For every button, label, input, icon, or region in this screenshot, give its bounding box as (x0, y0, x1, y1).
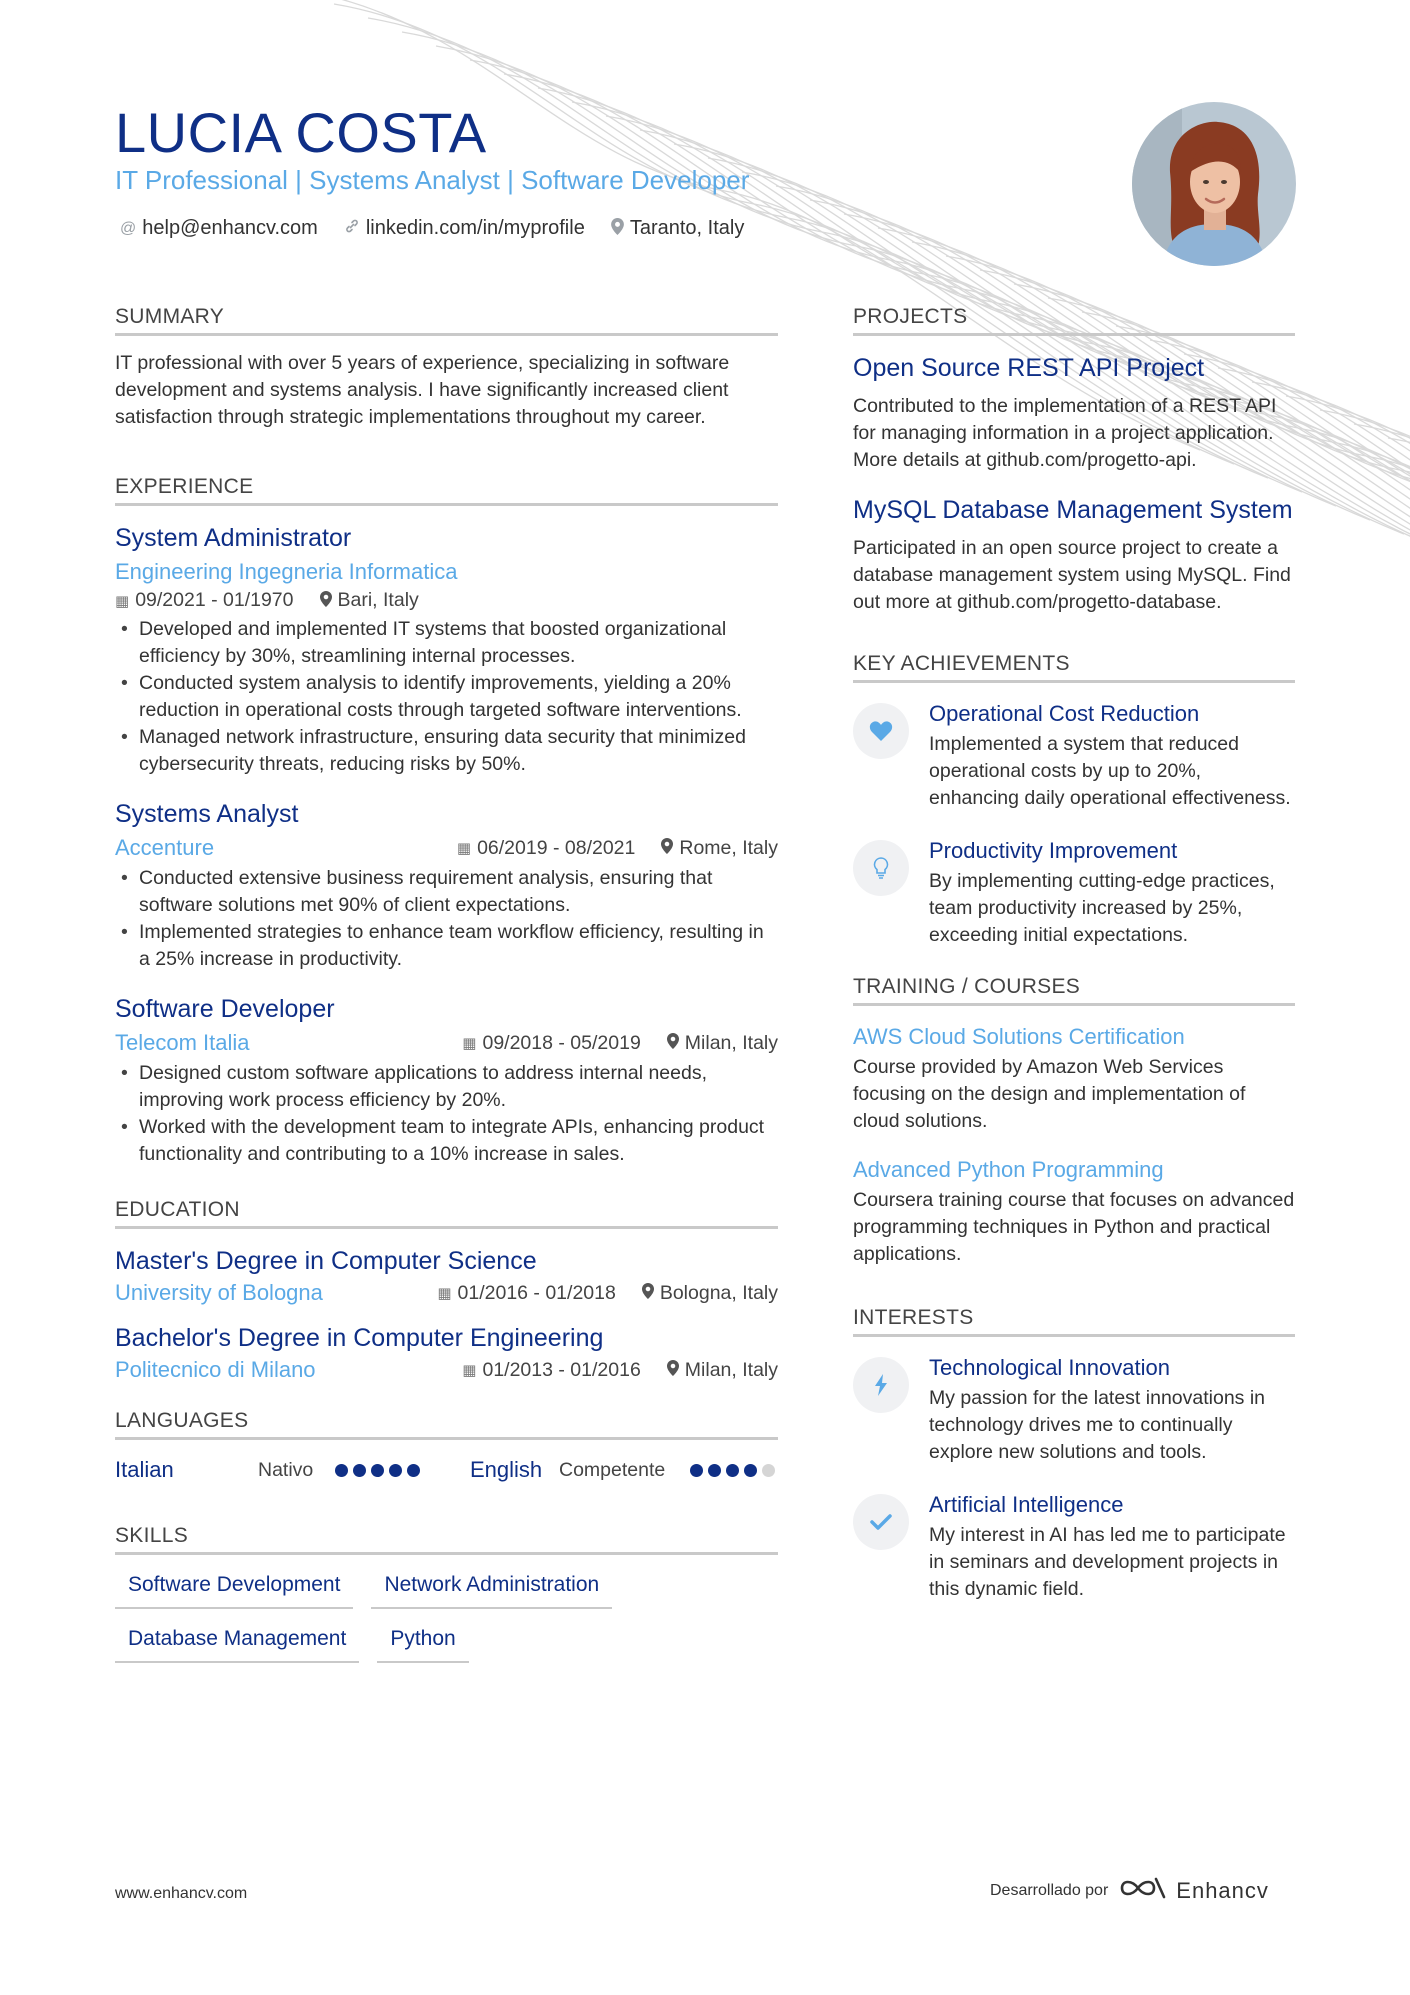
language-rating (690, 1464, 775, 1477)
bullet-item: • Conducted extensive business requirement analysis, ensuring that software solutions met 90% of client expectations. (115, 865, 778, 919)
project-entry (853, 354, 1295, 474)
job-location (661, 837, 778, 860)
education-location (642, 1282, 778, 1305)
job-entry (115, 524, 778, 778)
education-section (115, 1198, 778, 1383)
check-icon (853, 1494, 909, 1550)
project-description: Participated in an open source project to create a database management system using MySQL. Find out more at github.com/progetto-database. (853, 537, 1291, 613)
location-pin-icon (667, 1033, 679, 1053)
contact-location (611, 217, 745, 240)
achievements-section (853, 652, 1295, 949)
linkedin-text: linkedin.com/in/myprofile (365, 217, 585, 239)
job-dates (462, 1032, 641, 1055)
course-description: Coursera training course that focuses on advanced programming techniques in Python and practical applications. (853, 1189, 1295, 1265)
project-title: MySQL Database Management System (853, 496, 1293, 524)
location-pin-icon (642, 1283, 654, 1303)
education-location (667, 1359, 778, 1382)
course-description: Course provided by Amazon Web Services focusing on the design and implementation of cloud solutions. (853, 1056, 1246, 1132)
job-bullets (115, 616, 778, 778)
achievements-heading: KEY ACHIEVEMENTS (853, 652, 1295, 683)
achievement-entry (853, 701, 1295, 812)
rating-dot (762, 1464, 775, 1477)
skill-tag: Python (377, 1627, 468, 1663)
education-meta-row (115, 1357, 778, 1383)
link-icon (344, 218, 360, 239)
rating-dot (726, 1464, 739, 1477)
job-meta-row (115, 835, 778, 861)
powered-by-text: Desarrollado por (990, 1881, 1109, 1899)
heart-icon (853, 703, 909, 759)
interest-title: Artificial Intelligence (929, 1492, 1124, 1517)
job-dates-text: 06/2019 - 08/2021 (477, 836, 636, 859)
language-level: Competente (559, 1458, 666, 1481)
education-entry (115, 1247, 778, 1306)
education-location-text: Milan, Italy (684, 1358, 778, 1381)
calendar-icon: ▦ (462, 1035, 477, 1052)
enhancv-logo-icon (1118, 1875, 1166, 1906)
interest-description: My interest in AI has led me to participate in seminars and development projects in this dynamic field. (929, 1524, 1286, 1600)
job-bullets (115, 865, 778, 973)
project-title: Open Source REST API Project (853, 354, 1205, 382)
job-dates (115, 589, 294, 612)
company-name: Engineering Ingegneria Informatica (115, 559, 458, 584)
bullet-item: • Conducted system analysis to identify improvements, yielding a 20% reduction in operational costs through targeted software interventions. (115, 670, 778, 724)
company-name: Accenture (115, 835, 215, 860)
education-location-text: Bologna, Italy (659, 1281, 778, 1304)
summary-text: IT professional with over 5 years of experience, specializing in software development and systems analysis. I have significantly increased client satisfaction through strategic implementations throughout my career. (115, 352, 730, 428)
projects-heading: PROJECTS (853, 305, 1295, 336)
course-entry (853, 1157, 1295, 1268)
skills-list (115, 1573, 778, 1663)
job-title: Software Developer (115, 995, 335, 1023)
training-section (853, 975, 1295, 1268)
language-name: Italian (115, 1457, 174, 1482)
brand-name: Enhancv (1176, 1877, 1269, 1903)
rating-dot (353, 1464, 366, 1477)
project-description: Contributed to the implementation of a REST API for managing information in a project application. More details at github.com/progetto-api. (853, 395, 1277, 471)
contact-email[interactable] (120, 217, 318, 240)
bullet-item: • Managed network infrastructure, ensuring data security that minimized cybersecurity threats, reducing risks by 50%. (115, 724, 778, 778)
location-pin-icon (667, 1360, 679, 1380)
job-meta-row (115, 589, 778, 612)
lightbulb-icon (853, 840, 909, 896)
languages-section (115, 1409, 778, 1490)
job-location (320, 589, 419, 612)
interests-heading: INTERESTS (853, 1306, 1295, 1337)
achievement-title: Operational Cost Reduction (929, 701, 1200, 726)
school-name: Politecnico di Milano (115, 1357, 316, 1382)
languages-heading: LANGUAGES (115, 1409, 778, 1440)
job-title: Systems Analyst (115, 800, 299, 828)
email-text: help@enhancv.com (142, 217, 318, 239)
achievement-description: By implementing cutting-edge practices, team productivity increased by 25%, exceeding initial expectations. (929, 870, 1275, 946)
summary-heading: SUMMARY (115, 305, 778, 336)
candidate-name: LUCIA COSTA (115, 101, 487, 164)
interest-entry (853, 1355, 1295, 1466)
languages-row (115, 1450, 778, 1490)
skill-tag: Database Management (115, 1627, 359, 1663)
calendar-icon: ▦ (456, 840, 472, 857)
rating-dot (371, 1464, 384, 1477)
experience-section (115, 475, 778, 1168)
footer-branding (990, 1875, 1269, 1906)
interest-entry (853, 1492, 1295, 1603)
job-dates-text: 09/2021 - 01/1970 (135, 589, 294, 611)
calendar-icon: ▦ (115, 592, 130, 610)
skills-heading: SKILLS (115, 1524, 778, 1555)
job-dates (457, 837, 636, 860)
education-meta-row (115, 1280, 778, 1306)
education-dates (437, 1282, 616, 1305)
course-title: Advanced Python Programming (853, 1157, 1164, 1182)
rating-dot (690, 1464, 703, 1477)
achievement-body (929, 701, 1295, 812)
course-entry (853, 1024, 1295, 1135)
company-name: Telecom Italia (115, 1030, 250, 1055)
rating-dot (407, 1464, 420, 1477)
education-dates (462, 1359, 641, 1382)
summary-section (115, 305, 778, 431)
interest-body (929, 1355, 1295, 1466)
headline: IT Professional | Systems Analyst | Software Developer (115, 165, 750, 195)
achievement-entry (853, 838, 1295, 949)
experience-heading: EXPERIENCE (115, 475, 778, 506)
location-pin-icon (320, 591, 332, 611)
job-location-text: Bari, Italy (337, 589, 419, 611)
calendar-icon: ▦ (437, 1285, 452, 1302)
contact-linkedin[interactable] (344, 217, 585, 240)
job-location (667, 1032, 778, 1055)
interests-section (853, 1306, 1295, 1603)
degree-title: Master's Degree in Computer Science (115, 1247, 537, 1275)
rating-dot (389, 1464, 402, 1477)
location-text: Taranto, Italy (629, 217, 745, 239)
rating-dot (744, 1464, 757, 1477)
job-entry (115, 800, 778, 973)
interest-description: My passion for the latest innovations in technology drives me to continually explore new solutions and tools. (929, 1387, 1266, 1463)
bullet-item: • Worked with the development team to integrate APIs, enhancing product functionality and contributing to a 10% increase in sales. (115, 1114, 778, 1168)
calendar-icon: ▦ (462, 1362, 477, 1379)
achievement-body (929, 838, 1295, 949)
location-pin-icon (661, 838, 673, 858)
degree-title: Bachelor's Degree in Computer Engineering (115, 1324, 604, 1352)
education-entry (115, 1324, 778, 1383)
projects-section (853, 305, 1295, 616)
left-column (115, 305, 778, 1663)
profile-photo (1132, 102, 1296, 266)
job-dates-text: 09/2018 - 05/2019 (482, 1031, 641, 1054)
at-icon: @ (120, 219, 137, 237)
location-pin-icon (611, 218, 624, 240)
school-name: University of Bologna (115, 1280, 323, 1305)
job-bullets (115, 1060, 778, 1168)
achievement-description: Implemented a system that reduced operational costs by up to 20%, enhancing daily operational effectiveness. (929, 733, 1291, 809)
right-column (853, 305, 1295, 1629)
job-meta-row (115, 1030, 778, 1056)
lightning-icon (853, 1357, 909, 1413)
course-title: AWS Cloud Solutions Certification (853, 1024, 1185, 1049)
job-location-text: Milan, Italy (684, 1031, 778, 1054)
rating-dot (708, 1464, 721, 1477)
education-dates-text: 01/2016 - 01/2018 (457, 1281, 616, 1304)
education-heading: EDUCATION (115, 1198, 778, 1229)
skill-tag: Network Administration (371, 1573, 612, 1609)
training-heading: TRAINING / COURSES (853, 975, 1295, 1006)
contact-bar (120, 217, 744, 240)
footer-website[interactable]: www.enhancv.com (115, 1885, 248, 1902)
bullet-item: • Implemented strategies to enhance team workflow efficiency, resulting in a 25% increase in productivity. (115, 919, 778, 973)
education-dates-text: 01/2013 - 01/2016 (482, 1358, 641, 1381)
bullet-item: • Developed and implemented IT systems that boosted organizational efficiency by 30%, streamlining internal processes. (115, 616, 778, 670)
language-level: Nativo (258, 1458, 314, 1481)
language-name: English (470, 1457, 543, 1482)
language-rating (335, 1464, 470, 1477)
job-location-text: Rome, Italy (679, 836, 778, 859)
interest-body (929, 1492, 1295, 1603)
skill-tag: Software Development (115, 1573, 353, 1609)
achievement-title: Productivity Improvement (929, 838, 1178, 863)
project-entry (853, 496, 1295, 616)
interest-title: Technological Innovation (929, 1355, 1170, 1380)
job-entry (115, 995, 778, 1168)
bullet-item: • Designed custom software applications to address internal needs, improving work process efficiency by 20%. (115, 1060, 778, 1114)
rating-dot (335, 1464, 348, 1477)
skills-section (115, 1524, 778, 1663)
job-title: System Administrator (115, 524, 352, 552)
